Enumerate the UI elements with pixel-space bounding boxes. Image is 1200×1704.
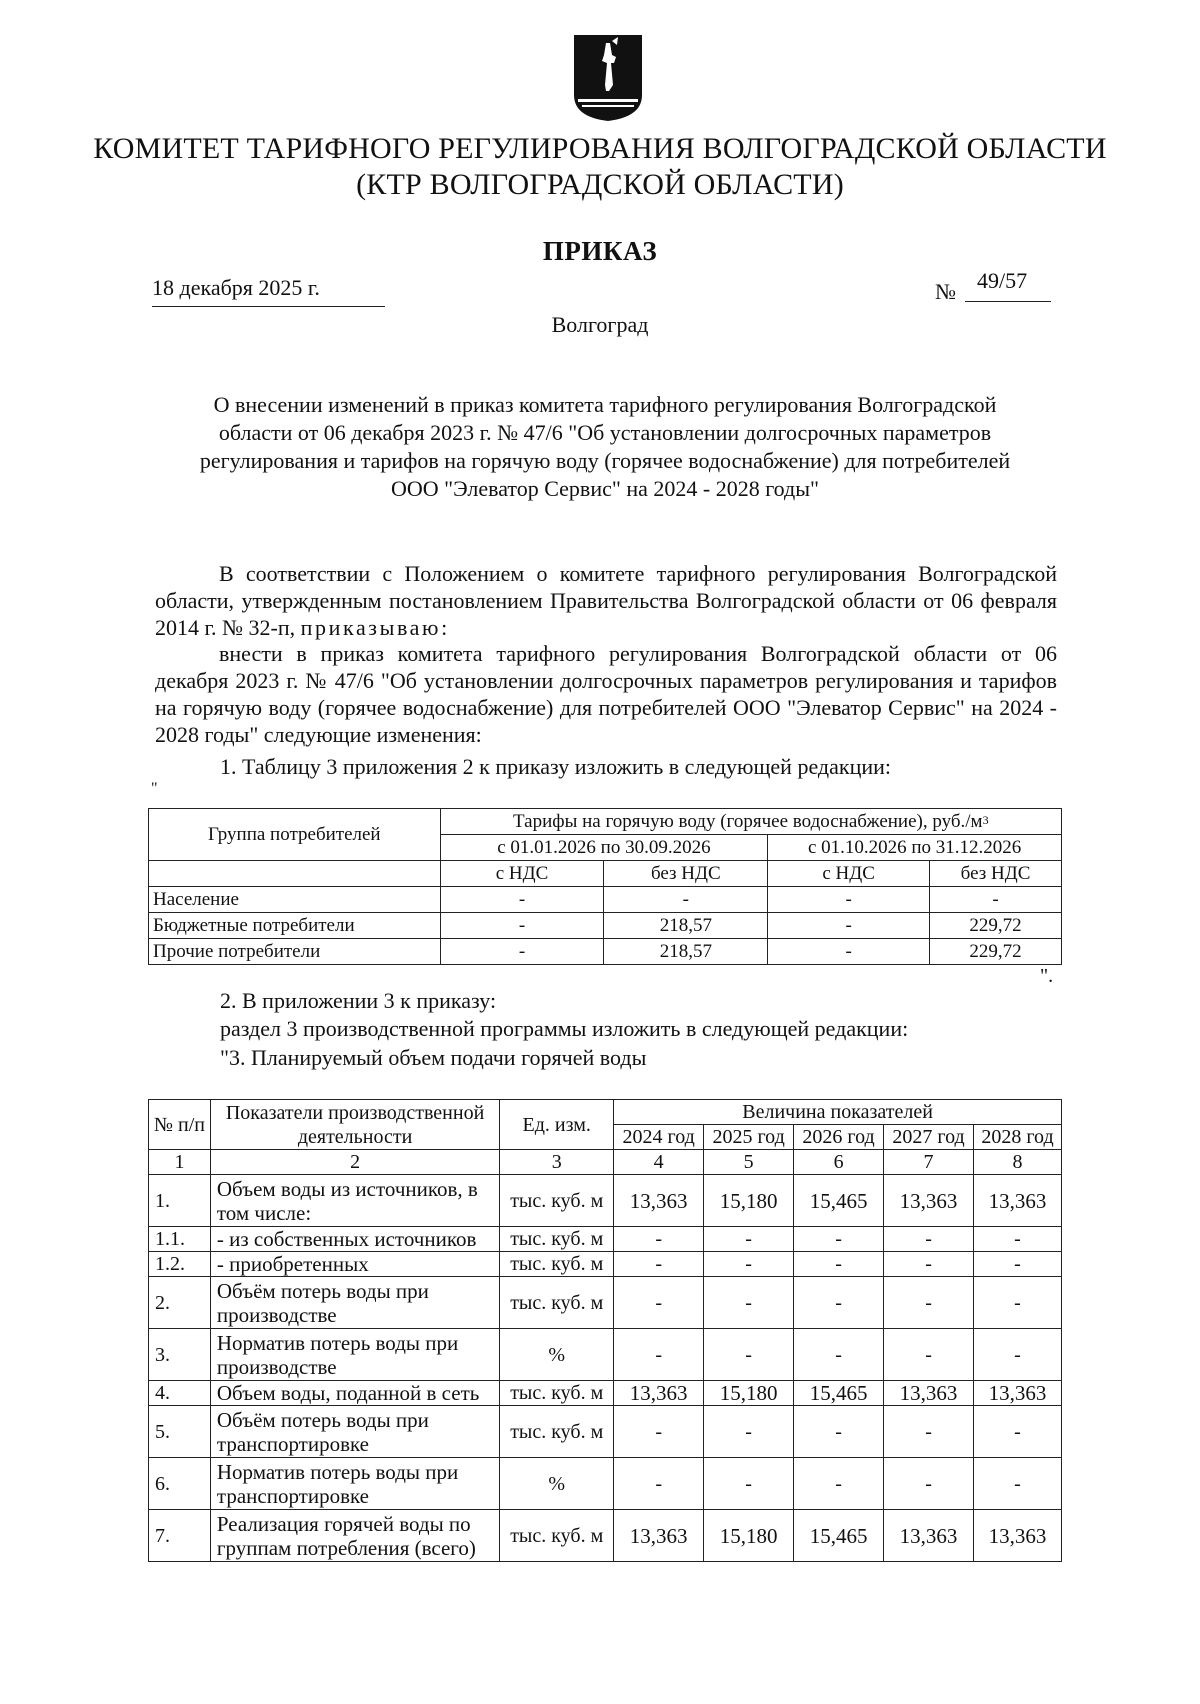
tariff-header-superscript: 3 <box>982 812 989 827</box>
col-indicator-header: Показатели производственной деятельности <box>210 1100 499 1150</box>
value: - <box>614 1252 704 1277</box>
row-number: 6. <box>149 1458 211 1510</box>
subject-line: ООО "Элеватор Сервис" на 2024 - 2028 годы" <box>390 476 819 501</box>
changes-paragraph: внести в приказ комитета тарифного регулирования Волгоградской области от 06 декабря 2023 г. № 47/6 "Об установлении долгосрочных параметров регулирования и тарифов на горячую воду (горячее водоснабжение) для потребителей ООО "Элеватор Сервис" на 2024 - 2028 годы" следующие изменения: <box>155 641 1057 747</box>
table-row <box>149 1458 1062 1510</box>
subject-line: регулирования и тарифов на горячую воду (горячее водоснабжение) для потребителей <box>199 448 1011 473</box>
column-number: 2 <box>210 1150 499 1175</box>
order-number: 49/57 <box>977 268 1028 293</box>
value: - <box>884 1227 974 1252</box>
subject-line: О внесении изменений в приказ комитета тарифного регулирования Волгоградской <box>213 392 997 417</box>
row-number: 3. <box>149 1329 211 1381</box>
column-number-row <box>149 1150 1062 1175</box>
value: - <box>974 1277 1062 1329</box>
preamble-paragraph <box>155 560 1057 641</box>
tariff-value: - <box>930 887 1062 913</box>
value: 15,180 <box>704 1175 794 1227</box>
row-number: 4. <box>149 1381 211 1406</box>
row-number: 1.1. <box>149 1227 211 1252</box>
quote-close: ". <box>1040 965 1054 987</box>
table-row <box>149 1227 1062 1252</box>
value: - <box>614 1458 704 1510</box>
value: - <box>704 1227 794 1252</box>
col-unit-header: Ед. изм. <box>500 1100 614 1150</box>
value: 13,363 <box>614 1175 704 1227</box>
indicator-label: Объем воды, поданной в сеть <box>210 1381 499 1406</box>
tariff-table <box>148 808 1062 965</box>
value: - <box>614 1406 704 1458</box>
tariff-value: 218,57 <box>604 913 768 939</box>
tariff-value: - <box>768 939 930 965</box>
unit: % <box>500 1458 614 1510</box>
date-underline <box>152 306 385 307</box>
value: 15,180 <box>704 1381 794 1406</box>
tariff-value: - <box>768 887 930 913</box>
without-vat-header: без НДС <box>604 861 768 887</box>
table-row <box>149 1510 1062 1562</box>
value: - <box>794 1277 884 1329</box>
tariff-value: - <box>440 887 604 913</box>
section-title: "3. Планируемый объем подачи горячей воды <box>220 1045 647 1070</box>
row-number: 7. <box>149 1510 211 1562</box>
value: - <box>794 1252 884 1277</box>
value: 15,465 <box>794 1510 884 1562</box>
document-type: ПРИКАЗ <box>542 236 658 266</box>
period-1-header: с 01.01.2026 по 30.09.2026 <box>440 835 768 861</box>
tariff-value: 229,72 <box>930 913 1062 939</box>
value: 15,465 <box>794 1381 884 1406</box>
indicator-label: Объём потерь воды при транспортировке <box>210 1406 499 1458</box>
col-num-header: № п/п <box>149 1100 211 1150</box>
value: - <box>704 1277 794 1329</box>
value: - <box>614 1329 704 1381</box>
value: 15,465 <box>794 1175 884 1227</box>
unit: тыс. куб. м <box>500 1510 614 1562</box>
committee-abbreviation: (КТР ВОЛГОГРАДСКОЙ ОБЛАСТИ) <box>356 168 844 201</box>
table-row <box>149 1252 1062 1277</box>
item-1: 1. Таблицу 3 приложения 2 к приказу изложить в следующей редакции: <box>220 754 892 779</box>
value: - <box>974 1458 1062 1510</box>
without-vat-header: без НДС <box>930 861 1062 887</box>
table-row <box>149 1381 1062 1406</box>
table-row <box>149 1277 1062 1329</box>
col-values-header: Величина показателей <box>614 1100 1062 1125</box>
value: - <box>884 1277 974 1329</box>
row-number: 1.2. <box>149 1252 211 1277</box>
row-number: 1. <box>149 1175 211 1227</box>
value: - <box>794 1458 884 1510</box>
unit: тыс. куб. м <box>500 1227 614 1252</box>
value: - <box>884 1458 974 1510</box>
value: 13,363 <box>884 1175 974 1227</box>
table-row <box>149 1175 1062 1227</box>
period-2-header: с 01.10.2026 по 31.12.2026 <box>768 835 1062 861</box>
value: - <box>794 1406 884 1458</box>
year-header: 2027 год <box>884 1125 974 1150</box>
indicator-label: - из собственных источников <box>210 1227 499 1252</box>
row-number: 5. <box>149 1406 211 1458</box>
value: - <box>704 1329 794 1381</box>
volume-table <box>148 1099 1062 1562</box>
value: - <box>704 1458 794 1510</box>
indicator-label: Норматив потерь воды при производстве <box>210 1329 499 1381</box>
column-number: 6 <box>794 1150 884 1175</box>
table-row <box>149 913 1062 939</box>
value: - <box>794 1227 884 1252</box>
section-instruction: раздел 3 производственной программы изложить в следующей редакции: <box>220 1016 909 1041</box>
value: 13,363 <box>614 1510 704 1562</box>
column-number: 7 <box>884 1150 974 1175</box>
tariff-value: - <box>768 913 930 939</box>
value: 13,363 <box>974 1510 1062 1562</box>
order-subject <box>150 391 1060 503</box>
committee-name: КОМИТЕТ ТАРИФНОГО РЕГУЛИРОВАНИЯ ВОЛГОГРАДСКОЙ ОБЛАСТИ <box>93 132 1107 165</box>
unit: тыс. куб. м <box>500 1406 614 1458</box>
group-header: Группа потребителей <box>149 809 441 861</box>
with-vat-header: с НДС <box>440 861 604 887</box>
year-header: 2028 год <box>974 1125 1062 1150</box>
indicator-label: Объём потерь воды при производстве <box>210 1277 499 1329</box>
row-number: 2. <box>149 1277 211 1329</box>
tariff-header <box>440 809 1061 835</box>
value: - <box>884 1252 974 1277</box>
city: Волгоград <box>551 312 649 337</box>
number-underline <box>965 301 1051 302</box>
value: - <box>614 1227 704 1252</box>
value: 13,363 <box>974 1175 1062 1227</box>
group-name: Бюджетные потребители <box>149 913 441 939</box>
order-date: 18 декабря 2025 г. <box>152 275 320 300</box>
tariff-value: - <box>440 913 604 939</box>
with-vat-header: с НДС <box>768 861 930 887</box>
table-row <box>149 887 1062 913</box>
unit: тыс. куб. м <box>500 1277 614 1329</box>
year-header: 2024 год <box>614 1125 704 1150</box>
column-number: 4 <box>614 1150 704 1175</box>
indicator-label: Объем воды из источников, в том числе: <box>210 1175 499 1227</box>
tariff-value: - <box>440 939 604 965</box>
value: - <box>974 1406 1062 1458</box>
column-number: 8 <box>974 1150 1062 1175</box>
group-name: Население <box>149 887 441 913</box>
column-number: 5 <box>704 1150 794 1175</box>
year-header: 2025 год <box>704 1125 794 1150</box>
indicator-label: - приобретенных <box>210 1252 499 1277</box>
value: 13,363 <box>884 1381 974 1406</box>
indicator-label: Реализация горячей воды по группам потребления (всего) <box>210 1510 499 1562</box>
value: - <box>704 1406 794 1458</box>
tariff-value: - <box>604 887 768 913</box>
value: 13,363 <box>614 1381 704 1406</box>
unit: тыс. куб. м <box>500 1175 614 1227</box>
order-verb: приказываю: <box>300 615 450 640</box>
unit: тыс. куб. м <box>500 1252 614 1277</box>
indicator-label: Норматив потерь воды при транспортировке <box>210 1458 499 1510</box>
value: 13,363 <box>974 1381 1062 1406</box>
coat-of-arms-emblem <box>572 33 644 123</box>
value: - <box>974 1227 1062 1252</box>
table-row <box>149 1329 1062 1381</box>
value: - <box>884 1406 974 1458</box>
subject-line: области от 06 декабря 2023 г. № 47/6 "Об установлении долгосрочных параметров <box>218 420 992 445</box>
unit: тыс. куб. м <box>500 1381 614 1406</box>
tariff-value: 229,72 <box>930 939 1062 965</box>
table-row <box>149 1406 1062 1458</box>
tariff-header-text: Тарифы на горячую воду (горячее водоснабжение), руб./м <box>513 810 983 832</box>
value: - <box>614 1277 704 1329</box>
year-header: 2026 год <box>794 1125 884 1150</box>
quote-open: " <box>151 780 158 797</box>
value: - <box>794 1329 884 1381</box>
unit: % <box>500 1329 614 1381</box>
group-name: Прочие потребители <box>149 939 441 965</box>
item-2: 2. В приложении 3 к приказу: <box>220 988 497 1013</box>
order-number-label: № <box>935 279 956 304</box>
tariff-value: 218,57 <box>604 939 768 965</box>
empty-cell <box>149 861 441 887</box>
table-row <box>149 939 1062 965</box>
column-number: 1 <box>149 1150 211 1175</box>
value: 13,363 <box>884 1510 974 1562</box>
value: - <box>884 1329 974 1381</box>
value: 15,180 <box>704 1510 794 1562</box>
column-number: 3 <box>500 1150 614 1175</box>
preamble-text: В соответствии с Положением о комитете тарифного регулирования Волгоградской области, утвержденным постановлением Правительства Волгоградской области от 06 февраля 2014 г. № 32-п, <box>155 561 1057 640</box>
value: - <box>704 1252 794 1277</box>
value: - <box>974 1252 1062 1277</box>
value: - <box>974 1329 1062 1381</box>
